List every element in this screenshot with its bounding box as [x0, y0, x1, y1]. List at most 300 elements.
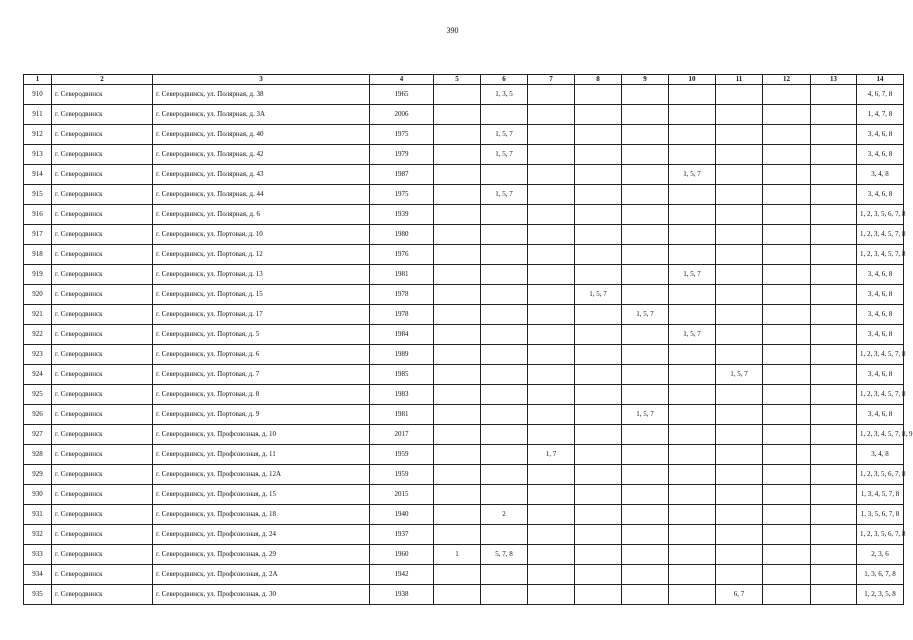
cell-address: г. Северодвинск, ул. Полярная, д. 40 — [153, 125, 370, 145]
cell-col-8 — [575, 265, 622, 285]
cell-col-14: 3, 4, 6, 8 — [857, 405, 904, 425]
cell-col-10 — [669, 565, 716, 585]
cell-settlement: г. Северодвинск — [52, 525, 153, 545]
cell-year-built: 1983 — [370, 385, 434, 405]
cell-col-10 — [669, 345, 716, 365]
cell-col-10 — [669, 465, 716, 485]
cell-col-7 — [528, 585, 575, 605]
cell-col-14: 1, 3, 4, 5, 7, 8 — [857, 485, 904, 505]
cell-col-10 — [669, 105, 716, 125]
cell-col-12 — [763, 425, 811, 445]
cell-col-10 — [669, 285, 716, 305]
cell-col-10 — [669, 445, 716, 465]
cell-address: г. Северодвинск, ул. Профсоюзная, д. 15 — [153, 485, 370, 505]
cell-col-9 — [622, 385, 669, 405]
column-header-8: 8 — [575, 75, 622, 85]
cell-row-number: 924 — [24, 365, 52, 385]
cell-col-12 — [763, 205, 811, 225]
cell-col-13 — [811, 445, 857, 465]
cell-col-7 — [528, 545, 575, 565]
cell-row-number: 928 — [24, 445, 52, 465]
cell-col-10 — [669, 205, 716, 225]
registry-table — [23, 74, 913, 605]
cell-col-12 — [763, 365, 811, 385]
cell-col-12 — [763, 305, 811, 325]
cell-col-8 — [575, 465, 622, 485]
cell-col-11 — [716, 185, 763, 205]
table-row — [24, 225, 904, 245]
cell-col-8 — [575, 165, 622, 185]
column-header-6: 6 — [481, 75, 528, 85]
cell-address: г. Северодвинск, ул. Профсоюзная, д. 10 — [153, 425, 370, 445]
cell-col-9 — [622, 185, 669, 205]
cell-year-built: 1937 — [370, 525, 434, 545]
cell-row-number: 915 — [24, 185, 52, 205]
column-header-2: 2 — [52, 75, 153, 85]
cell-col-8 — [575, 145, 622, 165]
cell-col-5 — [434, 85, 481, 105]
table-header — [24, 75, 904, 85]
cell-col-13 — [811, 585, 857, 605]
cell-col-6 — [481, 485, 528, 505]
cell-year-built: 1978 — [370, 285, 434, 305]
table-row — [24, 245, 904, 265]
cell-col-12 — [763, 385, 811, 405]
cell-col-6 — [481, 245, 528, 265]
cell-col-11 — [716, 265, 763, 285]
cell-address: г. Северодвинск, ул. Полярная, д. 6 — [153, 205, 370, 225]
cell-settlement: г. Северодвинск — [52, 125, 153, 145]
table-row — [24, 165, 904, 185]
cell-col-9 — [622, 265, 669, 285]
cell-settlement: г. Северодвинск — [52, 285, 153, 305]
cell-col-14: 2, 3, 6 — [857, 545, 904, 565]
cell-row-number: 932 — [24, 525, 52, 545]
cell-address: г. Северодвинск, ул. Профсоюзная, д. 24 — [153, 525, 370, 545]
cell-col-7 — [528, 265, 575, 285]
cell-col-5 — [434, 125, 481, 145]
cell-col-10 — [669, 245, 716, 265]
cell-address: г. Северодвинск, ул. Профсоюзная, д. 2А — [153, 565, 370, 585]
cell-col-8 — [575, 345, 622, 365]
cell-col-9 — [622, 445, 669, 465]
table-row — [24, 485, 904, 505]
cell-col-13 — [811, 305, 857, 325]
cell-col-5 — [434, 245, 481, 265]
cell-address: г. Северодвинск, ул. Профсоюзная, д. 12А — [153, 465, 370, 485]
cell-col-6 — [481, 445, 528, 465]
cell-col-8 — [575, 365, 622, 385]
cell-col-14: 1, 4, 7, 8 — [857, 105, 904, 125]
cell-col-10 — [669, 425, 716, 445]
cell-settlement: г. Северодвинск — [52, 445, 153, 465]
cell-row-number: 920 — [24, 285, 52, 305]
cell-col-6 — [481, 465, 528, 485]
cell-year-built: 1975 — [370, 125, 434, 145]
cell-year-built: 2015 — [370, 485, 434, 505]
cell-col-6: 1, 5, 7 — [481, 185, 528, 205]
cell-col-10 — [669, 305, 716, 325]
cell-col-13 — [811, 325, 857, 345]
cell-col-13 — [811, 425, 857, 445]
cell-col-13 — [811, 245, 857, 265]
cell-col-7 — [528, 405, 575, 425]
cell-row-number: 933 — [24, 545, 52, 565]
cell-col-13 — [811, 125, 857, 145]
cell-col-10 — [669, 485, 716, 505]
cell-address: г. Северодвинск, ул. Портовая, д. 12 — [153, 245, 370, 265]
cell-col-12 — [763, 565, 811, 585]
cell-settlement: г. Северодвинск — [52, 85, 153, 105]
cell-col-10 — [669, 145, 716, 165]
cell-col-5 — [434, 505, 481, 525]
cell-address: г. Северодвинск, ул. Портовая, д. 5 — [153, 325, 370, 345]
cell-col-11 — [716, 225, 763, 245]
cell-year-built: 1981 — [370, 405, 434, 425]
cell-address: г. Северодвинск, ул. Профсоюзная, д. 11 — [153, 445, 370, 465]
table-row — [24, 465, 904, 485]
cell-col-12 — [763, 105, 811, 125]
cell-col-8 — [575, 225, 622, 245]
cell-col-7 — [528, 105, 575, 125]
cell-col-5 — [434, 585, 481, 605]
cell-col-11 — [716, 105, 763, 125]
cell-settlement: г. Северодвинск — [52, 485, 153, 505]
cell-col-14: 3, 4, 6, 8 — [857, 285, 904, 305]
cell-row-number: 925 — [24, 385, 52, 405]
cell-year-built: 1987 — [370, 165, 434, 185]
cell-settlement: г. Северодвинск — [52, 585, 153, 605]
cell-col-8 — [575, 565, 622, 585]
cell-col-14: 1, 2, 3, 5, 6, 7, 8 — [857, 465, 904, 485]
cell-col-14: 1, 2, 3, 4, 5, 7, 8 — [857, 245, 904, 265]
cell-col-8 — [575, 545, 622, 565]
cell-col-6 — [481, 405, 528, 425]
page-number: 390 — [446, 26, 459, 35]
cell-col-11 — [716, 165, 763, 185]
cell-col-7 — [528, 345, 575, 365]
cell-col-9: 1, 5, 7 — [622, 305, 669, 325]
cell-col-7 — [528, 305, 575, 325]
cell-year-built: 1981 — [370, 265, 434, 285]
cell-col-12 — [763, 265, 811, 285]
cell-col-6 — [481, 425, 528, 445]
cell-settlement: г. Северодвинск — [52, 565, 153, 585]
cell-row-number: 934 — [24, 565, 52, 585]
cell-address: г. Северодвинск, ул. Профсоюзная, д. 29 — [153, 545, 370, 565]
cell-col-9 — [622, 245, 669, 265]
cell-col-13 — [811, 485, 857, 505]
cell-col-9 — [622, 85, 669, 105]
cell-year-built: 1985 — [370, 365, 434, 385]
cell-col-10: 1, 5, 7 — [669, 325, 716, 345]
cell-col-11 — [716, 325, 763, 345]
cell-year-built: 1965 — [370, 85, 434, 105]
column-header-11: 11 — [716, 75, 763, 85]
cell-col-12 — [763, 505, 811, 525]
cell-col-13 — [811, 385, 857, 405]
cell-address: г. Северодвинск, ул. Полярная, д. 42 — [153, 145, 370, 165]
cell-col-5 — [434, 385, 481, 405]
cell-address: г. Северодвинск, ул. Полярная, д. 3А — [153, 105, 370, 125]
cell-col-14: 3, 4, 6, 8 — [857, 145, 904, 165]
cell-row-number: 922 — [24, 325, 52, 345]
cell-year-built: 1940 — [370, 505, 434, 525]
cell-year-built: 1938 — [370, 585, 434, 605]
cell-col-5: 1 — [434, 545, 481, 565]
cell-col-6 — [481, 305, 528, 325]
cell-settlement: г. Северодвинск — [52, 265, 153, 285]
cell-col-13 — [811, 405, 857, 425]
cell-col-11: 1, 5, 7 — [716, 365, 763, 385]
cell-col-14: 3, 4, 6, 8 — [857, 305, 904, 325]
column-header-10: 10 — [669, 75, 716, 85]
cell-row-number: 929 — [24, 465, 52, 485]
cell-address: г. Северодвинск, ул. Портовая, д. 7 — [153, 365, 370, 385]
cell-col-9 — [622, 425, 669, 445]
cell-col-14: 4, 6, 7, 8 — [857, 85, 904, 105]
cell-col-7 — [528, 245, 575, 265]
cell-col-11 — [716, 565, 763, 585]
cell-col-6 — [481, 365, 528, 385]
column-header-1: 1 — [24, 75, 52, 85]
cell-col-14: 3, 4, 6, 8 — [857, 325, 904, 345]
cell-col-8: 1, 5, 7 — [575, 285, 622, 305]
cell-settlement: г. Северодвинск — [52, 105, 153, 125]
cell-col-7 — [528, 385, 575, 405]
cell-col-10 — [669, 225, 716, 245]
table-row — [24, 345, 904, 365]
cell-row-number: 911 — [24, 105, 52, 125]
table-row — [24, 325, 904, 345]
cell-col-9 — [622, 225, 669, 245]
table-row — [24, 205, 904, 225]
cell-col-6 — [481, 385, 528, 405]
cell-col-8 — [575, 305, 622, 325]
table-row — [24, 305, 904, 325]
cell-col-5 — [434, 205, 481, 225]
cell-col-10 — [669, 405, 716, 425]
cell-col-8 — [575, 85, 622, 105]
cell-row-number: 927 — [24, 425, 52, 445]
cell-year-built: 1959 — [370, 445, 434, 465]
cell-year-built: 1989 — [370, 345, 434, 365]
cell-address: г. Северодвинск, ул. Портовая, д. 6 — [153, 345, 370, 365]
cell-col-8 — [575, 245, 622, 265]
cell-col-9 — [622, 545, 669, 565]
cell-col-7 — [528, 145, 575, 165]
cell-col-5 — [434, 265, 481, 285]
cell-address: г. Северодвинск, ул. Портовая, д. 17 — [153, 305, 370, 325]
cell-settlement: г. Северодвинск — [52, 505, 153, 525]
cell-year-built: 1976 — [370, 245, 434, 265]
cell-col-12 — [763, 225, 811, 245]
cell-row-number: 919 — [24, 265, 52, 285]
cell-col-11 — [716, 145, 763, 165]
column-header-14: 14 — [857, 75, 904, 85]
cell-col-7 — [528, 365, 575, 385]
cell-col-7: 1, 7 — [528, 445, 575, 465]
table-row — [24, 185, 904, 205]
cell-col-6 — [481, 205, 528, 225]
cell-col-13 — [811, 265, 857, 285]
cell-year-built: 1959 — [370, 465, 434, 485]
cell-col-13 — [811, 345, 857, 365]
cell-col-11 — [716, 505, 763, 525]
cell-row-number: 912 — [24, 125, 52, 145]
cell-col-7 — [528, 165, 575, 185]
cell-col-5 — [434, 305, 481, 325]
cell-col-8 — [575, 385, 622, 405]
table-row — [24, 105, 904, 125]
cell-col-5 — [434, 225, 481, 245]
cell-col-10 — [669, 525, 716, 545]
column-header-13: 13 — [811, 75, 857, 85]
cell-row-number: 931 — [24, 505, 52, 525]
cell-col-11 — [716, 445, 763, 465]
cell-col-8 — [575, 425, 622, 445]
cell-settlement: г. Северодвинск — [52, 545, 153, 565]
cell-col-13 — [811, 365, 857, 385]
cell-col-14: 3, 4, 8 — [857, 165, 904, 185]
cell-col-7 — [528, 285, 575, 305]
table-row — [24, 545, 904, 565]
cell-col-9 — [622, 125, 669, 145]
cell-year-built: 1984 — [370, 325, 434, 345]
cell-col-11 — [716, 305, 763, 325]
cell-col-6 — [481, 565, 528, 585]
column-header-7: 7 — [528, 75, 575, 85]
cell-row-number: 910 — [24, 85, 52, 105]
cell-col-9 — [622, 565, 669, 585]
cell-row-number: 914 — [24, 165, 52, 185]
cell-col-14: 1, 2, 3, 4, 5, 7, 8 — [857, 345, 904, 365]
table-row — [24, 585, 904, 605]
cell-col-10 — [669, 365, 716, 385]
cell-col-5 — [434, 445, 481, 465]
cell-col-6: 1, 5, 7 — [481, 125, 528, 145]
cell-col-12 — [763, 185, 811, 205]
table-row — [24, 125, 904, 145]
cell-col-12 — [763, 145, 811, 165]
cell-year-built: 1975 — [370, 185, 434, 205]
cell-col-7 — [528, 125, 575, 145]
cell-col-14: 1, 2, 3, 5, 6, 7, 8 — [857, 205, 904, 225]
cell-col-9 — [622, 465, 669, 485]
cell-col-8 — [575, 105, 622, 125]
cell-col-13 — [811, 565, 857, 585]
cell-col-13 — [811, 105, 857, 125]
cell-settlement: г. Северодвинск — [52, 305, 153, 325]
cell-row-number: 930 — [24, 485, 52, 505]
column-header-9: 9 — [622, 75, 669, 85]
cell-row-number: 916 — [24, 205, 52, 225]
cell-col-14: 3, 4, 8 — [857, 445, 904, 465]
cell-col-11 — [716, 405, 763, 425]
cell-col-14: 1, 2, 3, 4, 5, 7, 8 — [857, 385, 904, 405]
cell-col-10 — [669, 385, 716, 405]
cell-col-6 — [481, 585, 528, 605]
cell-col-12 — [763, 465, 811, 485]
cell-col-7 — [528, 565, 575, 585]
table-body — [24, 85, 913, 605]
cell-col-14: 1, 2, 3, 4, 5, 7, 8, 9 — [857, 425, 904, 445]
cell-settlement: г. Северодвинск — [52, 425, 153, 445]
table-row — [24, 505, 904, 525]
header-row — [24, 75, 904, 85]
cell-col-5 — [434, 285, 481, 305]
cell-col-14: 1, 3, 5, 6, 7, 8 — [857, 505, 904, 525]
cell-col-14: 1, 2, 3, 5, 6, 7, 8 — [857, 525, 904, 545]
cell-col-7 — [528, 505, 575, 525]
cell-col-12 — [763, 245, 811, 265]
cell-settlement: г. Северодвинск — [52, 225, 153, 245]
cell-col-11 — [716, 485, 763, 505]
cell-col-5 — [434, 145, 481, 165]
table-row — [24, 425, 904, 445]
cell-year-built: 1979 — [370, 145, 434, 165]
cell-col-5 — [434, 425, 481, 445]
cell-address: г. Северодвинск, ул. Полярная, д. 43 — [153, 165, 370, 185]
cell-col-12 — [763, 445, 811, 465]
cell-col-6 — [481, 345, 528, 365]
cell-col-12 — [763, 165, 811, 185]
cell-col-11 — [716, 545, 763, 565]
cell-year-built: 1960 — [370, 545, 434, 565]
cell-col-14: 1, 3, 6, 7, 8 — [857, 565, 904, 585]
cell-col-11 — [716, 425, 763, 445]
cell-col-8 — [575, 445, 622, 465]
cell-col-5 — [434, 405, 481, 425]
cell-col-10: 1, 5, 7 — [669, 165, 716, 185]
cell-col-13 — [811, 145, 857, 165]
column-header-3: 3 — [153, 75, 370, 85]
cell-col-9 — [622, 365, 669, 385]
cell-col-11 — [716, 125, 763, 145]
cell-col-7 — [528, 325, 575, 345]
cell-col-12 — [763, 545, 811, 565]
cell-col-13 — [811, 505, 857, 525]
cell-year-built: 1939 — [370, 205, 434, 225]
cell-col-14: 1, 2, 3, 5, 8 — [857, 585, 904, 605]
cell-row-number: 913 — [24, 145, 52, 165]
cell-col-6 — [481, 165, 528, 185]
cell-year-built: 1942 — [370, 565, 434, 585]
cell-col-12 — [763, 485, 811, 505]
table-row — [24, 365, 904, 385]
cell-col-12 — [763, 585, 811, 605]
cell-col-11 — [716, 385, 763, 405]
cell-col-5 — [434, 565, 481, 585]
cell-col-14: 3, 4, 6, 8 — [857, 365, 904, 385]
cell-col-7 — [528, 185, 575, 205]
cell-col-5 — [434, 345, 481, 365]
cell-col-10 — [669, 185, 716, 205]
cell-col-9 — [622, 325, 669, 345]
cell-settlement: г. Северодвинск — [52, 185, 153, 205]
cell-col-13 — [811, 465, 857, 485]
cell-col-7 — [528, 205, 575, 225]
cell-col-9 — [622, 585, 669, 605]
cell-settlement: г. Северодвинск — [52, 465, 153, 485]
cell-col-11 — [716, 85, 763, 105]
cell-settlement: г. Северодвинск — [52, 365, 153, 385]
cell-col-11 — [716, 285, 763, 305]
cell-col-9 — [622, 165, 669, 185]
cell-col-13 — [811, 185, 857, 205]
cell-col-9 — [622, 145, 669, 165]
cell-col-13 — [811, 285, 857, 305]
